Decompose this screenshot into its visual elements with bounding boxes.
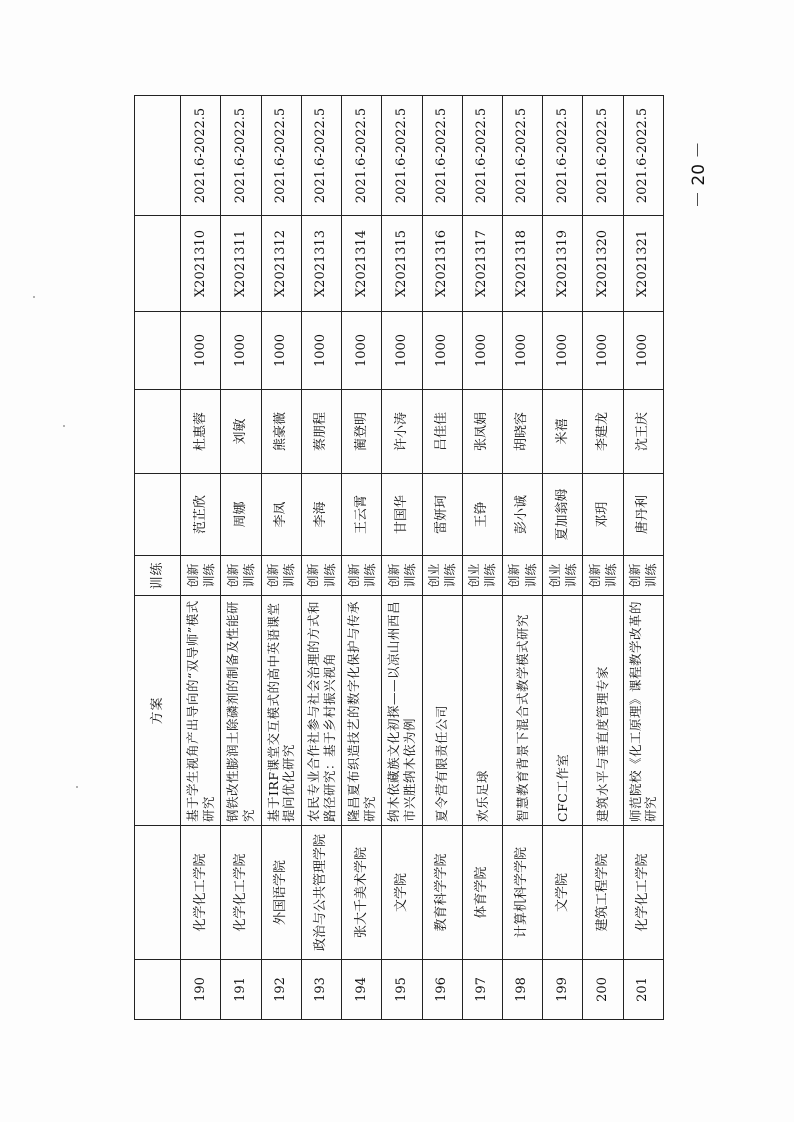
project-cell: 欢乐足球 (462, 596, 502, 826)
code-cell: X2021312 (261, 216, 301, 312)
table-row (543, 96, 583, 1020)
code-cell: X2021310 (181, 216, 221, 312)
college-cell: 建筑工程学院 (583, 826, 623, 960)
code-cell: X2021318 (503, 216, 543, 312)
category-cell: 创新训练 (583, 556, 623, 596)
row-number: 193 (301, 960, 341, 1020)
advisor-cell: 蔡朋程 (301, 390, 341, 474)
funds-cell: 1000 (503, 312, 543, 390)
college-cell: 化学化工学院 (221, 826, 261, 960)
funds-cell: 1000 (342, 312, 382, 390)
category-cell: 创新训练 (342, 556, 382, 596)
project-cell: 农民专业合作社参与社会治理的方式和路径研究：基于乡村振兴视角 (301, 596, 341, 826)
leader-cell: 王铮 (462, 474, 502, 556)
college-cell: 化学化工学院 (181, 826, 221, 960)
funds-cell: 1000 (422, 312, 462, 390)
row-number: 196 (422, 960, 462, 1020)
college-cell: 体育学院 (462, 826, 502, 960)
table-row (583, 96, 623, 1020)
project-cell: 智慧教育背景下混合式教学模式研究 (503, 596, 543, 826)
period-cell: 2021.6-2022.5 (623, 96, 663, 216)
code-cell: X2021320 (583, 216, 623, 312)
category-cell: 创业训练 (462, 556, 502, 596)
project-cell: 基于学生视角产出导向的“双导师”模式研究 (181, 596, 221, 826)
period-cell: 2021.6-2022.5 (342, 96, 382, 216)
project-cell: 隆昌夏布织造技艺的数字化保护与传承研究 (342, 596, 382, 826)
category-cell: 创新训练 (181, 556, 221, 596)
leader-cell: 夏加翁姆 (543, 474, 583, 556)
period-cell: 2021.6-2022.5 (382, 96, 422, 216)
code-cell: X2021313 (301, 216, 341, 312)
table-row (503, 96, 543, 1020)
advisor-cell: 杜惠蓉 (181, 390, 221, 474)
row-number: 192 (261, 960, 301, 1020)
period-cell: 2021.6-2022.5 (181, 96, 221, 216)
table-row (462, 96, 502, 1020)
project-cell: 夏令营有限责任公司 (422, 596, 462, 826)
leader-cell: 唐丹利 (623, 474, 663, 556)
category-cell: 创新训练 (623, 556, 663, 596)
college-cell: 化学化工学院 (623, 826, 663, 960)
category-cell: 创业训练 (543, 556, 583, 596)
code-cell: X2021311 (221, 216, 261, 312)
project-cell: 基于IRF课堂交互模式的高中英语课堂提问优化研究 (261, 596, 301, 826)
table-row (382, 96, 422, 1020)
funds-cell: 1000 (462, 312, 502, 390)
advisor-cell: 熊豪薇 (261, 390, 301, 474)
period-cell: 2021.6-2022.5 (583, 96, 623, 216)
row-number: 191 (221, 960, 261, 1020)
advisor-cell: 张凤娟 (462, 390, 502, 474)
leader-cell: 李凤 (261, 474, 301, 556)
code-cell: X2021314 (342, 216, 382, 312)
row-number: 195 (382, 960, 422, 1020)
college-cell: 计算机科学学院 (503, 826, 543, 960)
row-number: 194 (342, 960, 382, 1020)
project-cell: 师范院校《化工原理》课程教学改革的研究 (623, 596, 663, 826)
row-number: 190 (181, 960, 221, 1020)
funds-cell: 1000 (261, 312, 301, 390)
table-row (623, 96, 663, 1020)
funds-cell: 1000 (301, 312, 341, 390)
table-row (301, 96, 341, 1020)
college-cell: 外国语学院 (261, 826, 301, 960)
project-table (134, 95, 664, 1020)
funds-cell: 1000 (181, 312, 221, 390)
scan-speck (76, 786, 78, 788)
code-cell: X2021317 (462, 216, 502, 312)
code-cell: X2021321 (623, 216, 663, 312)
advisor-cell: 刘敏 (221, 390, 261, 474)
college-cell: 文学院 (382, 826, 422, 960)
header-category: 训练 (135, 556, 181, 596)
category-cell: 创新训练 (221, 556, 261, 596)
table-row (342, 96, 382, 1020)
leader-cell: 范芷欣 (181, 474, 221, 556)
code-cell: X2021316 (422, 216, 462, 312)
college-cell: 张大千美术学院 (342, 826, 382, 960)
scan-speck (33, 296, 35, 298)
row-number: 197 (462, 960, 502, 1020)
category-cell: 创新训练 (382, 556, 422, 596)
code-cell: X2021319 (543, 216, 583, 312)
project-cell: 纳木依藏族文化初探——以凉山州西昌市兴胜纳木依为例 (382, 596, 422, 826)
project-cell: 建筑水平与垂直度管理专家 (583, 596, 623, 826)
header-project: 方案 (135, 596, 181, 826)
leader-cell: 王云霄 (342, 474, 382, 556)
table-header-row (135, 96, 181, 1020)
project-cell: CFC工作室 (543, 596, 583, 826)
leader-cell: 周娜 (221, 474, 261, 556)
advisor-cell: 吕佳佳 (422, 390, 462, 474)
project-table-rotated (134, 96, 664, 1020)
leader-cell: 雷妍珂 (422, 474, 462, 556)
table-row (181, 96, 221, 1020)
funds-cell: 1000 (543, 312, 583, 390)
table-row (422, 96, 462, 1020)
funds-cell: 1000 (382, 312, 422, 390)
period-cell: 2021.6-2022.5 (261, 96, 301, 216)
advisor-cell: 许小涛 (382, 390, 422, 474)
funds-cell: 1000 (623, 312, 663, 390)
row-number: 200 (583, 960, 623, 1020)
leader-cell: 邓玥 (583, 474, 623, 556)
row-number: 199 (543, 960, 583, 1020)
advisor-cell: 胡晓容 (503, 390, 543, 474)
period-cell: 2021.6-2022.5 (462, 96, 502, 216)
row-number: 198 (503, 960, 543, 1020)
period-cell: 2021.6-2022.5 (221, 96, 261, 216)
period-cell: 2021.6-2022.5 (301, 96, 341, 216)
page-number: － 20 － (689, 141, 709, 208)
category-cell: 创新训练 (503, 556, 543, 596)
category-cell: 创新训练 (261, 556, 301, 596)
table-row (221, 96, 261, 1020)
code-cell: X2021315 (382, 216, 422, 312)
advisor-cell: 米禧 (543, 390, 583, 474)
advisor-cell: 李建龙 (583, 390, 623, 474)
college-cell: 教育科学学院 (422, 826, 462, 960)
table-row (261, 96, 301, 1020)
funds-cell: 1000 (583, 312, 623, 390)
college-cell: 政治与公共管理学院 (301, 826, 341, 960)
funds-cell: 1000 (221, 312, 261, 390)
period-cell: 2021.6-2022.5 (422, 96, 462, 216)
leader-cell: 甘国华 (382, 474, 422, 556)
advisor-cell: 沈王庆 (623, 390, 663, 474)
leader-cell: 李海 (301, 474, 341, 556)
advisor-cell: 蔺登明 (342, 390, 382, 474)
leader-cell: 彭小诚 (503, 474, 543, 556)
project-cell: 钢铁改性膨润土除磷剂的制备及性能研究 (221, 596, 261, 826)
scan-speck (63, 425, 65, 427)
table-body (181, 96, 664, 1020)
row-number: 201 (623, 960, 663, 1020)
period-cell: 2021.6-2022.5 (543, 96, 583, 216)
period-cell: 2021.6-2022.5 (503, 96, 543, 216)
college-cell: 文学院 (543, 826, 583, 960)
category-cell: 创业训练 (422, 556, 462, 596)
category-cell: 创新训练 (301, 556, 341, 596)
